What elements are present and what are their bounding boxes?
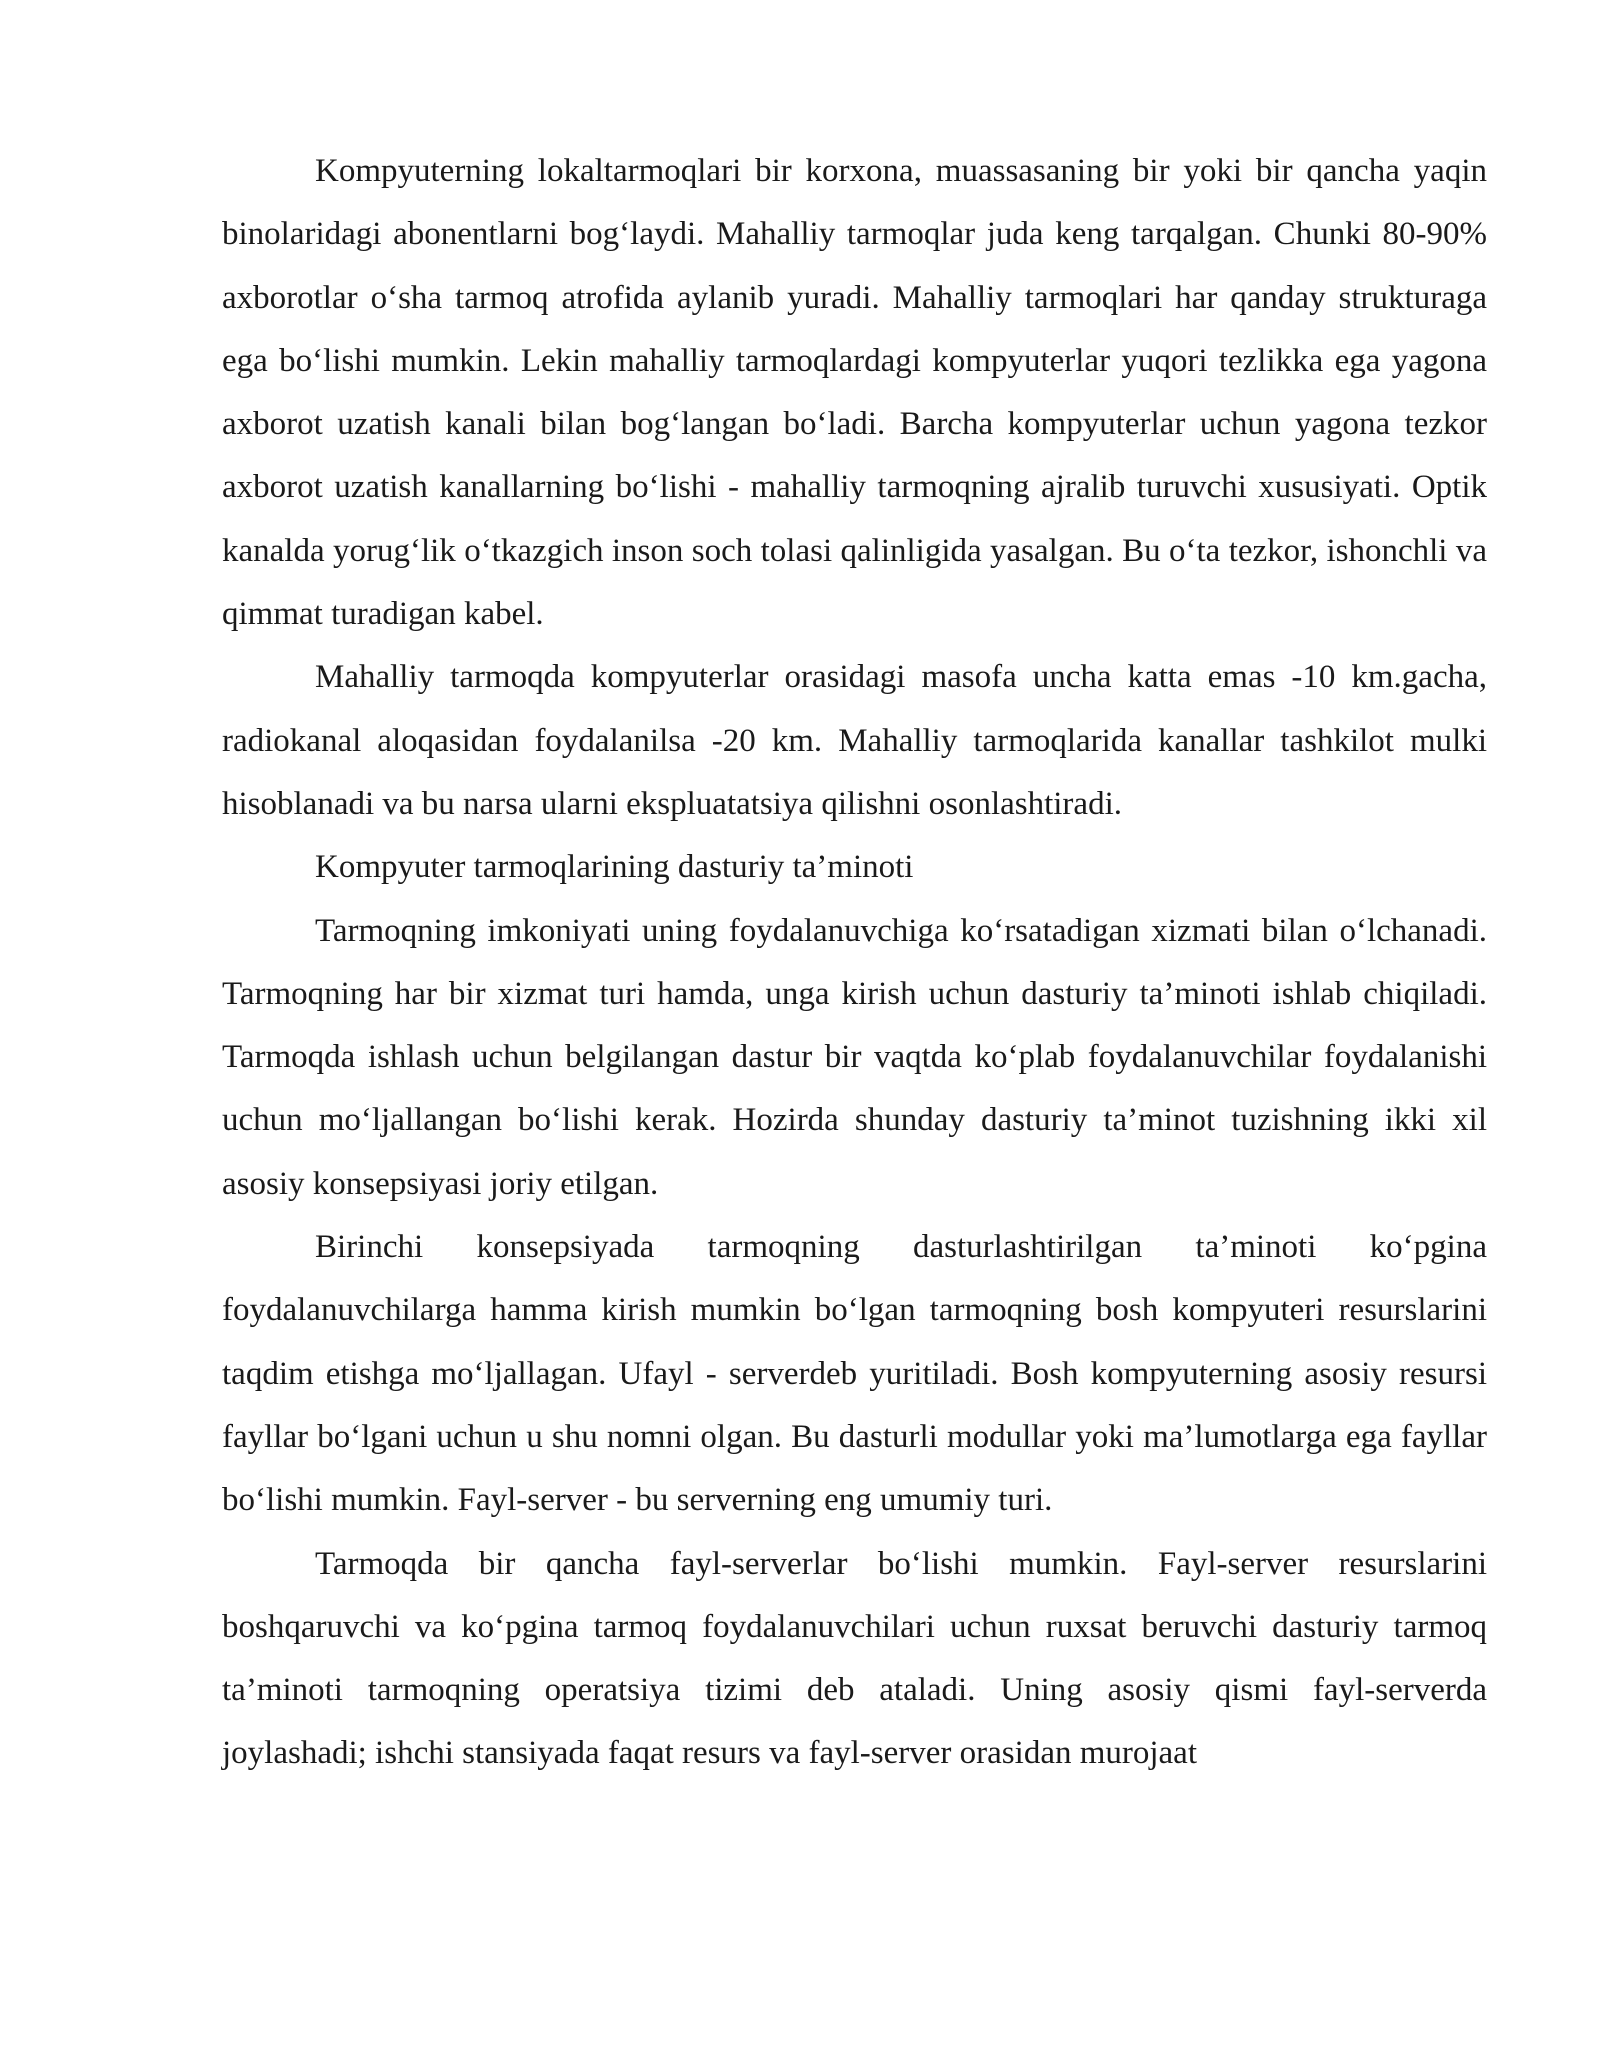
section-heading: Kompyuter tarmoqlarining dasturiy ta’minoti <box>315 849 914 886</box>
paragraph-local-networks: Kompyuterning lokaltarmoqlari bir korxona, muassasaning bir yoki bir qancha yaqin binolaridagi abonentlarni bog‘laydi. Mahalliy tarmoqlar juda keng tarqalgan. Chunki 80-90% axborotlar o‘sha tarmoq atrofida aylanib yuradi. Mahalliy tarmoqlari har qanday strukturaga ega bo‘lishi mumkin. Lekin mahalliy tarmoqlardagi kompyuterlar yuqori tezlikka ega yagona axborot uzatish kanali bilan bog‘langan bo‘ladi. Barcha kompyuterlar uchun yagona tezkor axborot uzatish kanallarning bo‘lishi - mahalliy tarmoqning ajralib turuvchi xususiyati. Optik kanalda yorug‘lik o‘tkazgich inson soch tolasi qalinligida yasalgan. Bu o‘ta tezkor, ishonchli va qimmat turadigan kabel. <box>222 153 1487 633</box>
paragraph-first-concept: Birinchi konsepsiyada tarmoqning dasturlashtirilgan ta’minoti ko‘pgina foydalanuvchilarga hamma kirish mumkin bo‘lgan tarmoqning bosh kompyuteri resurslarini taqdim etishga mo‘ljallagan. Ufayl - serverdeb yuritiladi. Bosh kompyuterning asosiy resursi fayllar bo‘lgani uchun u shu nomni olgan. Bu dasturli modullar yoki ma’lumotlarga ega fayllar bo‘lishi mumkin. Fayl-server - bu serverning eng umumiy turi. <box>222 1229 1487 1519</box>
document-page <box>222 140 1487 1786</box>
paragraph-file-servers: Tarmoqda bir qancha fayl-serverlar bo‘lishi mumkin. Fayl-server resurslarini boshqaruvchi va ko‘pgina tarmoq foydalanuvchilari uchun ruxsat beruvchi dasturiy tarmoq ta’minoti tarmoqning operatsiya tizimi deb ataladi. Uning asosiy qismi fayl-serverda joylashadi; ishchi stansiyada faqat resurs va fayl-server orasidan murojaat <box>222 1545 1487 1772</box>
paragraph-network-capability: Tarmoqning imkoniyati uning foydalanuvchiga ko‘rsatadigan xizmati bilan o‘lchanadi. Tarmoqning har bir xizmat turi hamda, unga kirish uchun dasturiy ta’minoti ishlab chiqiladi. Tarmoqda ishlash uchun belgilangan dastur bir vaqtda ko‘plab foydalanuvchilar foydalanishi uchun mo‘ljallangan bo‘lishi kerak. Hozirda shunday dasturiy ta’minot tuzishning ikki xil asosiy konsepsiyasi joriy etilgan. <box>222 912 1487 1202</box>
paragraph-distance: Mahalliy tarmoqda kompyuterlar orasidagi masofa uncha katta emas -10 km.gacha, radiokanal aloqasidan foydalanilsa -20 km. Mahalliy tarmoqlarida kanallar tashkilot mulki hisoblanadi va bu narsa ularni ekspluatatsiya qilishni osonlashtiradi. <box>222 659 1487 822</box>
